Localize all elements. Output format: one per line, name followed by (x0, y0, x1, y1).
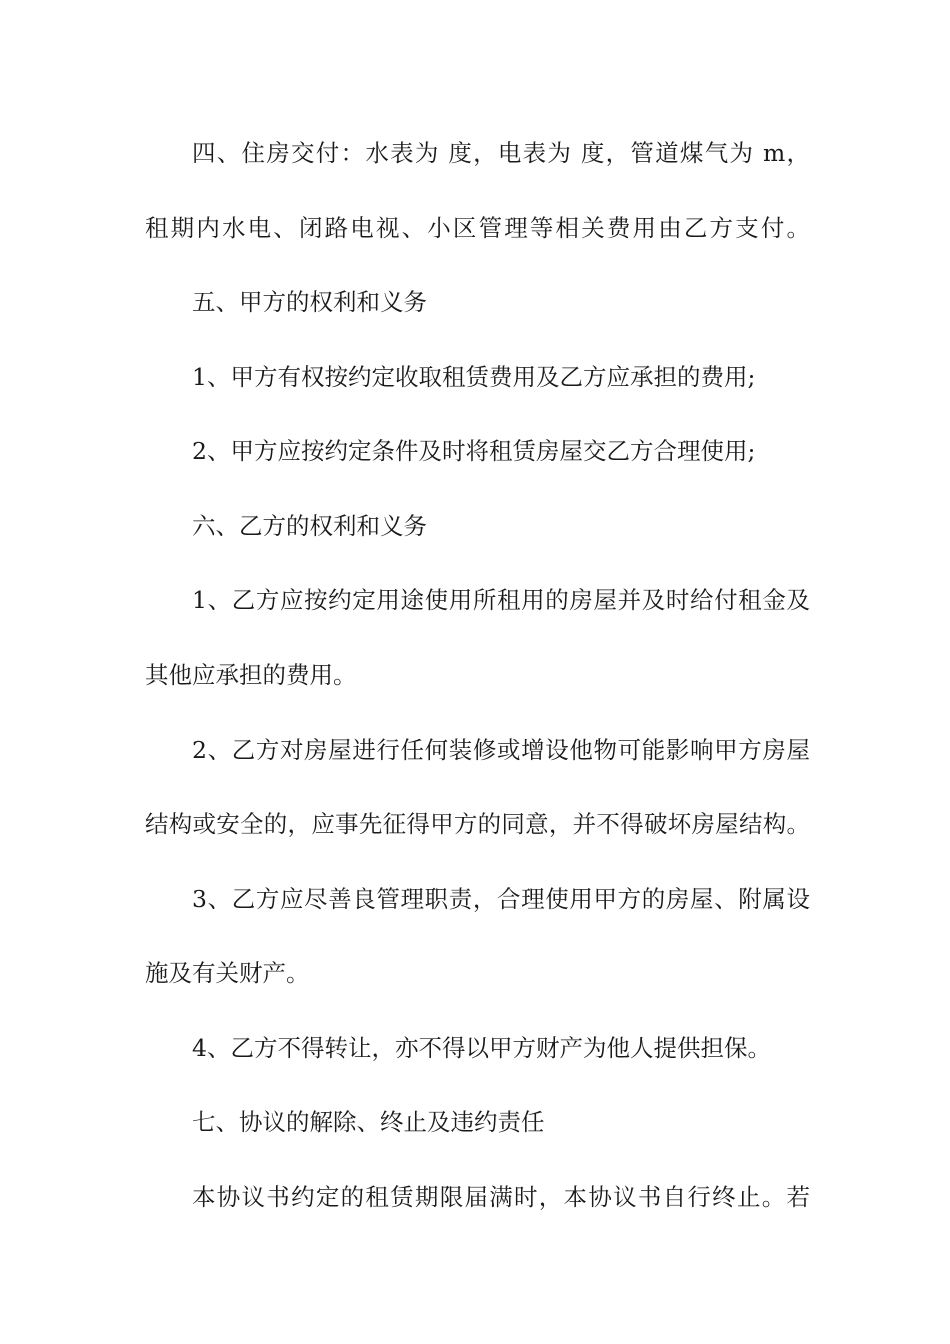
list-item-party-a-1: 1、甲方有权按约定收取租赁费用及乙方应承担的费用; (192, 363, 756, 391)
section-heading-party-b: 六、乙方的权利和义务 (192, 512, 427, 540)
list-item-party-a-2: 2、甲方应按约定条件及时将租赁房屋交乙方合理使用; (192, 437, 756, 465)
list-item-party-b-3-line-2: 施及有关财产。 (145, 959, 310, 987)
list-item-party-b-2-line-2: 结构或安全的，应事先征得甲方的同意，并不得破坏房屋结构。 (145, 810, 810, 838)
section-heading-party-a: 五、甲方的权利和义务 (192, 288, 427, 316)
list-item-party-b-4: 4、乙方不得转让，亦不得以甲方财产为他人提供担保。 (192, 1034, 771, 1062)
list-item-party-b-1-line-1: 1、乙方应按约定用途使用所租用的房屋并及时给付租金及 (192, 586, 810, 614)
list-item-party-b-3-line-1: 3、乙方应尽善良管理职责，合理使用甲方的房屋、附属设 (192, 885, 810, 913)
list-item-party-b-2-line-1: 2、乙方对房屋进行任何装修或增设他物可能影响甲方房屋 (192, 736, 810, 764)
paragraph-handover-line-2: 租期内水电、闭路电视、小区管理等相关费用由乙方支付。 (145, 214, 810, 242)
paragraph-termination-line-1: 本协议书约定的租赁期限届满时，本协议书自行终止。若 (192, 1183, 810, 1211)
paragraph-handover-line-1: 四、住房交付：水表为 度，电表为 度，管道煤气为 m， (192, 139, 810, 167)
list-item-party-b-1-line-2: 其他应承担的费用。 (145, 661, 357, 689)
section-heading-termination: 七、协议的解除、终止及违约责任 (192, 1108, 545, 1136)
